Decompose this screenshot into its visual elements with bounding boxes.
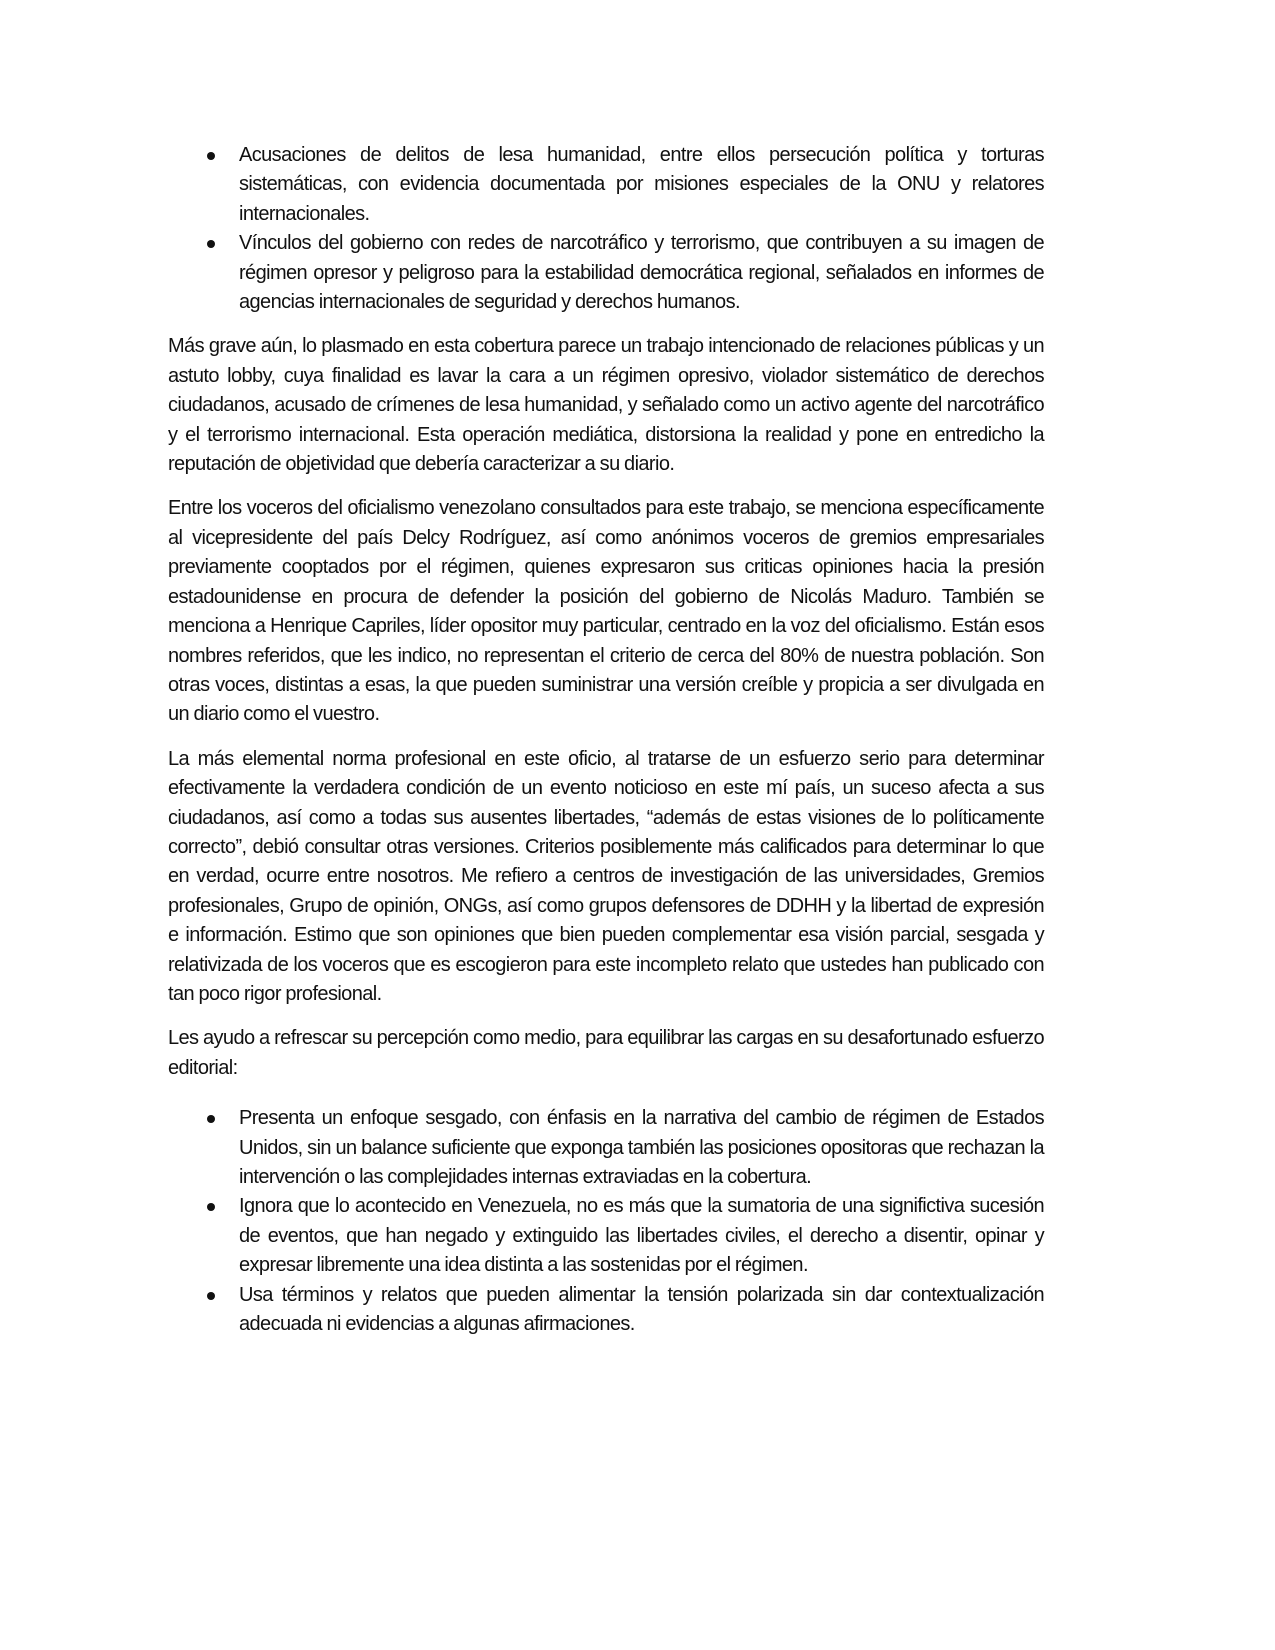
bullet-text: Vínculos del gobierno con redes de narcotráfico y terrorismo, que contribuyen a su imagen de régimen opresor y peligroso para la estabilidad democrática regional, señalados en informes de agencias internacionales de seguridad y derechos humanos. [239, 232, 1044, 314]
bullet-icon [207, 1115, 215, 1123]
bullet-item [168, 1104, 1044, 1192]
bullet-icon [207, 152, 215, 160]
bullet-item [168, 141, 1044, 229]
bullet-text: Usa términos y relatos que pueden alimentar la tensión polarizada sin dar contextualización adecuada ni evidencias a algunas afirmaciones. [239, 1283, 1044, 1336]
bullet-item [168, 229, 1044, 317]
paragraph-pr-lobby: Más grave aún, lo plasmado en esta cobertura parece un trabajo intencionado de relaciones públicas y un astuto lobby, cuya finalidad es lavar la cara a un régimen opresivo, violador sistemático de derechos ciudadanos, acusado de crímenes de lesa humanidad, y señalado como un activo agente del narcotráfico y el terrorismo internacional. Esta operación mediática, distorsiona la realidad y pone en entredicho la reputación de objetividad que debería caracterizar a su diario. [168, 335, 1044, 476]
bullet-item [168, 1192, 1044, 1280]
bullet-list-accusations [168, 141, 1044, 317]
paragraph-norma-profesional: La más elemental norma profesional en este oficio, al tratarse de un esfuerzo serio para determinar efectivamente la verdadera condición de un evento noticioso en este mí país, un suceso afecta a sus ciudadanos, así como a todas sus ausentes libertades, “además de estas visiones de lo políticamente correcto”, debió consultar otras versiones. Criterios posiblemente más calificados para determinar lo que en verdad, ocurre entre nosotros. Me refiero a centros de investigación de las universidades, Gremios profesionales, Grupo de opinión, ONGs, así como grupos defensores de DDHH y la libertad de expresión e información. Estimo que son opiniones que bien pueden complementar esa visión parcial, sesgada y relativizada de los voceros que es escogieron para este incompleto relato que ustedes han publicado con tan poco rigor profesional. [168, 747, 1044, 1005]
bullet-icon [207, 240, 215, 248]
bullet-item [168, 1281, 1044, 1340]
bullet-icon [207, 1292, 215, 1300]
document-page [168, 141, 1044, 1354]
bullet-icon [207, 1203, 215, 1211]
paragraph-refrescar: Les ayudo a refrescar su percepción como medio, para equilibrar las cargas en su desafortunado esfuerzo editorial: [168, 1027, 1044, 1079]
bullet-text: Ignora que lo acontecido en Venezuela, no es más que la sumatoria de una significtiva sucesión de eventos, que han negado y extinguido las libertades civiles, el derecho a disentir, opinar y expresar libremente una idea distinta a las sostenidas por el régimen. [239, 1195, 1044, 1277]
paragraph-voceros: Entre los voceros del oficialismo venezolano consultados para este trabajo, se menciona específicamente al vicepresidente del país Delcy Rodríguez, así como anónimos voceros de gremios empresariales previamente cooptados por el régimen, quienes expresaron sus criticas opiniones hacia la presión estadounidense en procura de defender la posición del gobierno de Nicolás Maduro. También se menciona a Henrique Capriles, líder opositor muy particular, centrado en la voz del oficialismo. Están esos nombres referidos, que les indico, no representan el criterio de cerca del 80% de nuestra población. Son otras voces, distintas a esas, la que pueden suministrar una versión creíble y propicia a ser divulgada en un diario como el vuestro. [168, 497, 1044, 726]
bullet-text: Presenta un enfoque sesgado, con énfasis en la narrativa del cambio de régimen de Estados Unidos, sin un balance suficiente que exponga también las posiciones opositoras que rechazan la intervención o las complejidades internas extraviadas en la cobertura. [239, 1107, 1044, 1188]
bullet-list-critiques [168, 1104, 1044, 1339]
bullet-text: Acusaciones de delitos de lesa humanidad, entre ellos persecución política y torturas sistemáticas, con evidencia documentada por misiones especiales de la ONU y relatores internacionales. [239, 144, 1044, 225]
